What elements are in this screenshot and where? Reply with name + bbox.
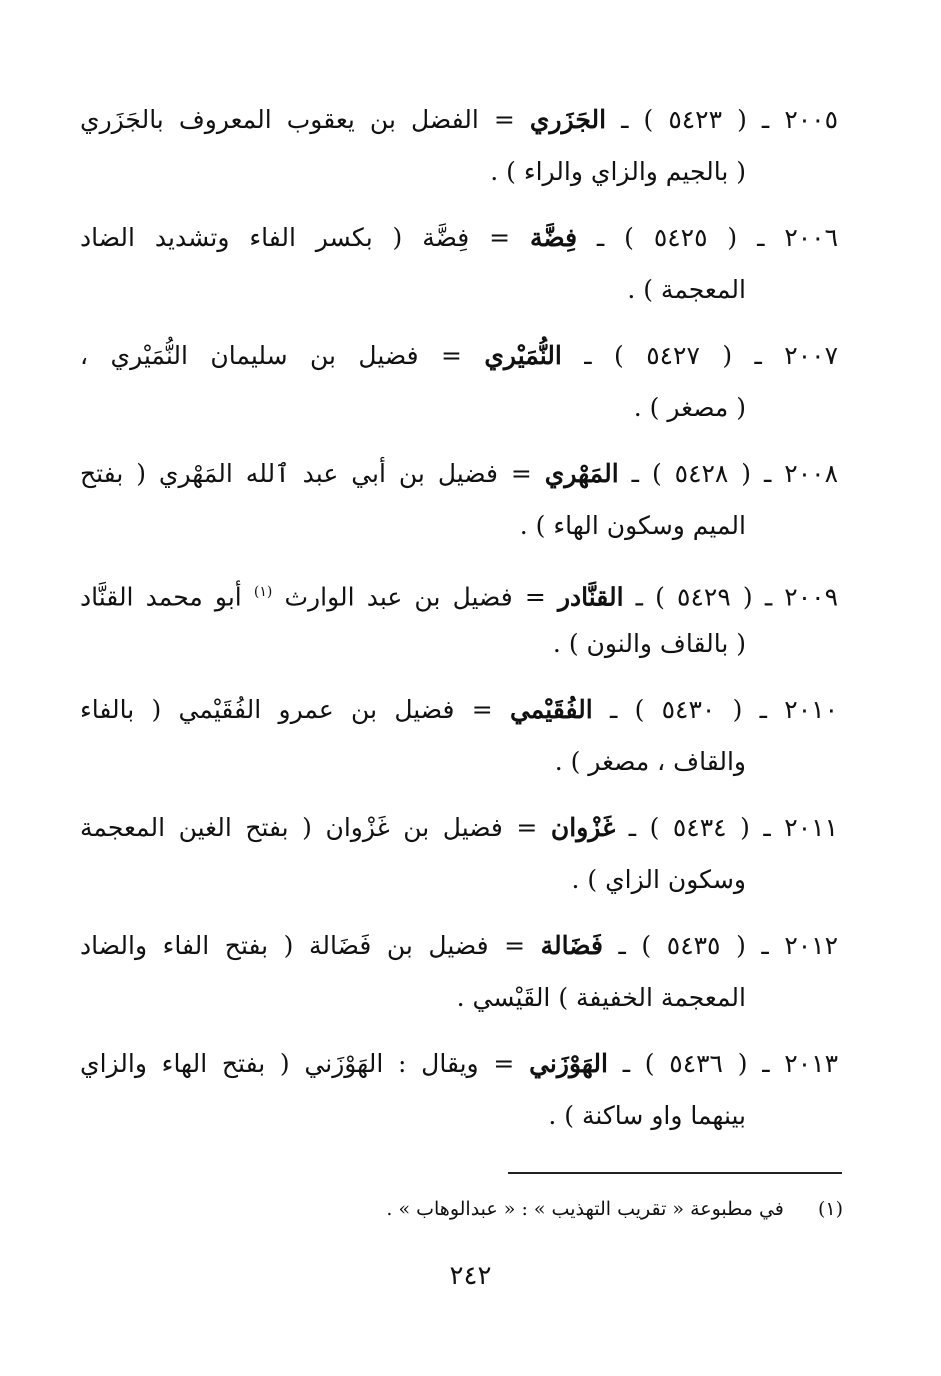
entries-list bbox=[80, 92, 838, 1154]
footnote-text: في مطبوعة « تقريب التهذيب » : « عبدالوهاب » . bbox=[386, 1198, 784, 1220]
entry-line-1: ٢٠١١ ـ ( ٥٤٣٤ ) ـ غَزْوان = فضيل بن غَزْوان ( بفتح الغين المعجمة bbox=[80, 813, 839, 842]
entry-line-1: ٢٠١٢ ـ ( ٥٤٣٥ ) ـ فَضَالة = فضيل بن فَضَالة ( بفتح الفاء والضاد bbox=[80, 931, 839, 960]
entry-keyword: فَضَالة bbox=[540, 931, 603, 960]
entry-line-1: ٢٠٠٨ ـ ( ٥٤٢٨ ) ـ المَهْري = فضيل بن أبي عبد ٱلله المَهْري ( بفتح bbox=[80, 459, 839, 488]
entry-line-2: بينهما واو ساكنة ) . bbox=[548, 1101, 746, 1130]
entry-line-1: ٢٠١٠ ـ ( ٥٤٣٠ ) ـ الفُقَيْمي = فضيل بن عمرو الفُقَيْمي ( بالفاء bbox=[80, 695, 839, 724]
page-number: ٢٤٢ bbox=[449, 1261, 492, 1291]
entry-line-1: ٢٠٠٦ ـ ( ٥٤٢٥ ) ـ فِضَّة = فِضَّة ( بكسر الفاء وتشديد الضاد bbox=[80, 223, 839, 252]
entry-text: = الفضل بن يعقوب المعروف بالجَزَري bbox=[80, 105, 515, 134]
entry-2012 bbox=[80, 918, 838, 1036]
entry-line-2: المعجمة ) . bbox=[627, 275, 746, 304]
footnote-divider bbox=[508, 1172, 842, 1174]
entry-text-continued: أبو محمد القنَّاد bbox=[80, 582, 242, 612]
entry-number: ٢٠٠٦ bbox=[784, 223, 839, 252]
entry-keyword: الهَوْزَني bbox=[529, 1049, 608, 1078]
entry-ref: ( ٥٤٢٧ ) bbox=[614, 341, 733, 370]
entry-ref: ( ٥٤٣٠ ) bbox=[634, 695, 743, 724]
entry-line-1: ٢٠٠٥ ـ ( ٥٤٢٣ ) ـ الجَزَري = الفضل بن يعقوب المعروف بالجَزَري bbox=[80, 105, 839, 134]
entry-text: = فضيل بن سليمان النُّمَيْري ، bbox=[80, 341, 462, 370]
entry-number: ٢٠١٠ bbox=[784, 695, 839, 724]
entry-ref: ( ٥٤٢٨ ) bbox=[651, 459, 752, 488]
entry-2005 bbox=[80, 92, 838, 210]
entry-line-2: ( بالجيم والزاي والراء ) . bbox=[490, 157, 746, 186]
footnote-number: (١) bbox=[817, 1198, 843, 1220]
entry-text: = فضيل بن أبي عبد ٱلله المَهْري ( بفتح bbox=[80, 459, 532, 488]
entry-line-2: ( مصغر ) . bbox=[633, 393, 746, 422]
entry-line-2: وسكون الزاي ) . bbox=[571, 865, 746, 894]
entry-line-2: المعجمة الخفيفة ) القَيْسي . bbox=[456, 983, 746, 1012]
footnote bbox=[386, 1194, 843, 1224]
entry-line-2: والقاف ، مصغر ) . bbox=[554, 747, 746, 776]
entry-line-2: ( بالقاف والنون ) . bbox=[552, 629, 746, 658]
entry-number: ٢٠٠٥ bbox=[784, 105, 839, 134]
entry-line-2: الميم وسكون الهاء ) . bbox=[519, 511, 746, 540]
entry-number: ٢٠٠٧ bbox=[784, 341, 839, 370]
entry-2007 bbox=[80, 328, 838, 446]
entry-ref: ( ٥٤٣٥ ) bbox=[641, 931, 746, 960]
entry-2006 bbox=[80, 210, 838, 328]
entry-keyword: المَهْري bbox=[544, 459, 619, 488]
entry-number: ٢٠١١ bbox=[784, 813, 839, 842]
entry-2010 bbox=[80, 682, 838, 800]
entry-number: ٢٠١٣ bbox=[784, 1049, 839, 1078]
entry-text: = فضيل بن عبد الوارث bbox=[284, 582, 546, 612]
entry-line-1: ٢٠٠٧ ـ ( ٥٤٢٧ ) ـ النُّمَيْري = فضيل بن سليمان النُّمَيْري ، bbox=[80, 341, 839, 370]
entry-keyword: فِضَّة bbox=[529, 223, 578, 252]
entry-keyword: القنَّادر bbox=[557, 582, 624, 612]
entry-number: ٢٠١٢ bbox=[784, 931, 839, 960]
entry-text: = فضيل بن غَزْوان ( بفتح الغين المعجمة bbox=[80, 813, 538, 842]
entry-line-1: ٢٠١٣ ـ ( ٥٤٣٦ ) ـ الهَوْزَني = ويقال : الهَوْزَني ( بفتح الهاء والزاي bbox=[80, 1049, 839, 1078]
entry-line-1: ٢٠٠٩ ـ ( ٥٤٢٩ ) ـ القنَّادر = فضيل بن عبد الوارث $^{(١)}$ أبو محمد القنَّاد bbox=[80, 582, 839, 612]
entry-number: ٢٠٠٨ bbox=[784, 459, 839, 488]
entry-text: = فضيل بن فَضَالة ( بفتح الفاء والضاد bbox=[80, 931, 526, 960]
entry-text: = فضيل بن عمرو الفُقَيْمي ( بالفاء bbox=[80, 695, 493, 724]
footnote-reference[interactable]: (١) bbox=[253, 584, 273, 600]
entry-ref: ( ٥٤٢٥ ) bbox=[624, 223, 738, 252]
entry-number: ٢٠٠٩ bbox=[784, 582, 839, 612]
entry-keyword: الجَزَري bbox=[529, 105, 607, 134]
entry-2011 bbox=[80, 800, 838, 918]
entry-keyword: النُّمَيْري bbox=[484, 341, 562, 370]
entry-2008 bbox=[80, 446, 838, 564]
entry-keyword: غَزْوان bbox=[550, 813, 616, 842]
entry-ref: ( ٥٤٣٦ ) bbox=[644, 1049, 748, 1078]
entry-ref: ( ٥٤٢٣ ) bbox=[643, 105, 747, 134]
entry-2009 bbox=[80, 564, 838, 682]
entry-2013 bbox=[80, 1036, 838, 1154]
entry-keyword: الفُقَيْمي bbox=[509, 695, 593, 724]
entry-ref: ( ٥٤٣٤ ) bbox=[649, 813, 750, 842]
entry-text: = ويقال : الهَوْزَني ( بفتح الهاء والزاي bbox=[80, 1049, 515, 1078]
entry-ref: ( ٥٤٢٩ ) bbox=[655, 582, 753, 612]
entry-text: = فِضَّة ( بكسر الفاء وتشديد الضاد bbox=[80, 223, 511, 252]
